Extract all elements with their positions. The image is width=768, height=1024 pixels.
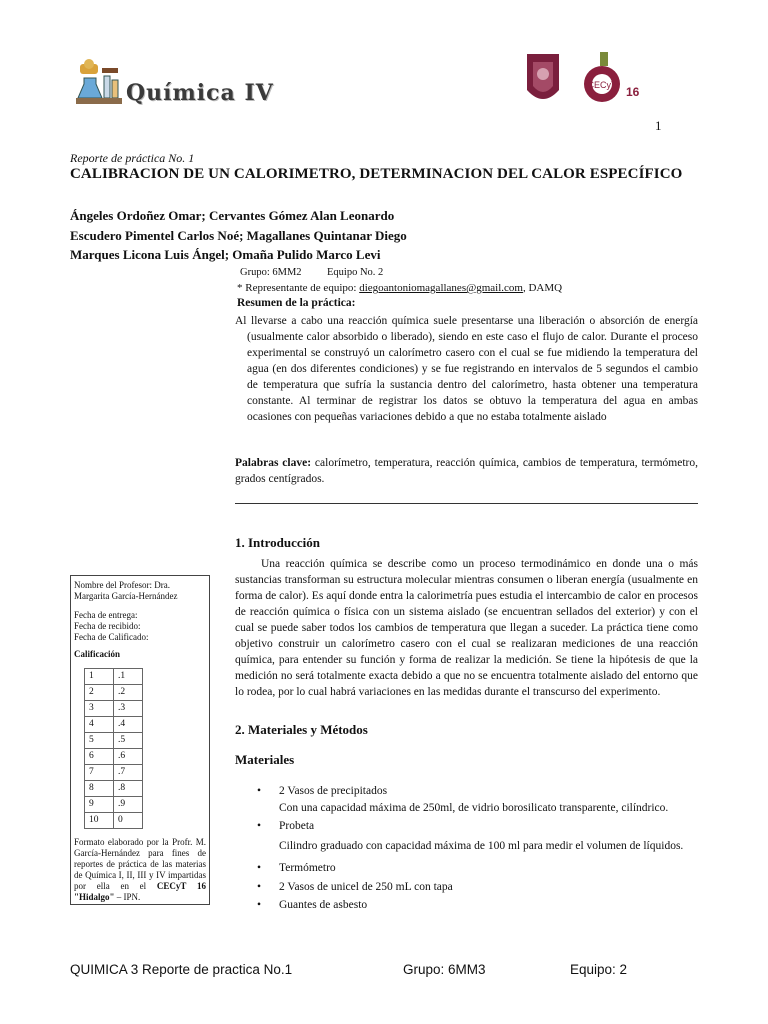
grade-row bbox=[85, 749, 143, 765]
abstract-text bbox=[235, 313, 698, 425]
report-subtitle: Reporte de práctica No. 1 bbox=[70, 151, 195, 165]
grade-decimal-cell: .7 bbox=[114, 765, 143, 781]
grade-decimal-cell: .9 bbox=[114, 797, 143, 813]
logo-title: Química IV bbox=[126, 80, 274, 106]
grade-integer-cell: 6 bbox=[85, 749, 114, 765]
material-item bbox=[255, 818, 698, 854]
grade-row bbox=[85, 765, 143, 781]
format-note-school: CECyT 16 "Hidalgo" bbox=[74, 881, 206, 902]
material-name: • 2 Vasos de unicel de 250 mL con tapa bbox=[279, 880, 453, 893]
svg-text:16: 16 bbox=[626, 85, 640, 99]
format-note bbox=[74, 837, 206, 903]
grade-decimal-cell: .2 bbox=[114, 685, 143, 701]
materials-list bbox=[255, 783, 698, 916]
graded-date: Fecha de Calificado: bbox=[74, 632, 149, 642]
grade-integer-cell: 4 bbox=[85, 717, 114, 733]
abstract-divider bbox=[235, 503, 698, 504]
quimica-logo bbox=[76, 58, 124, 108]
material-item bbox=[255, 783, 698, 816]
methods-heading: 2. Materiales y Métodos bbox=[235, 722, 368, 737]
grade-row bbox=[85, 717, 143, 733]
professor-name: Nombre del Profesor: Dra. Margarita García-Hernández bbox=[74, 580, 178, 601]
grade-table bbox=[84, 668, 143, 829]
grade-row bbox=[85, 685, 143, 701]
grade-row bbox=[85, 797, 143, 813]
keywords-label: Palabras clave: bbox=[235, 457, 312, 469]
grade-decimal-cell: 0 bbox=[114, 813, 143, 829]
grade-integer-cell: 7 bbox=[85, 765, 114, 781]
grade-decimal-cell: .6 bbox=[114, 749, 143, 765]
material-name: • Probeta bbox=[279, 820, 315, 832]
material-item bbox=[255, 879, 698, 896]
abstract-body: Al llevarse a cabo una reacción química suele presentarse una liberación o absorción de energía (usualmente calor absorbido o liberado), siendo en este caso el flujo de calor. Durante el proceso experimental se construyó un calorímetro casero con el cual se fue midiendo la temperatura del agua (en dos diferentes condiciones) y se fue registrando en intervalos de 5 segundos el cambio de temperatura que sufría la sustancia dentro del calorímetro, hasta obtener una temperatura constante. Al terminar de registrar los datos se obtuvo la temperatura del agua en ambas ocasiones con pequeñas variaciones debido a que no estaba totalmente aislado bbox=[235, 315, 698, 423]
intro-heading: 1. Introducción bbox=[235, 535, 320, 550]
footer-group: Grupo: 6MM3 bbox=[403, 962, 486, 977]
footer-left: QUIMICA 3 Reporte de practica No.1 bbox=[70, 962, 293, 977]
grading-sidebox bbox=[70, 575, 210, 905]
svg-text:CECyT: CECyT bbox=[587, 80, 617, 90]
grade-integer-cell: 3 bbox=[85, 701, 114, 717]
intro-text: Una reacción química se describe como un proceso termodinámico en donde una o más sustancias transforman su estructura molecular mientras consumen o liberan energía (usualmente en forma de calor). Es aquí donde entra la calorimetría pues estudia el intercambio de calor en procesos de reacción química o física con un sistema aislado (se encuentran sellados del exterior) y con el cual se puede saber todos los cambios de temperatura que llegan a suceder. La práctica tiene como objetivo construir un calorímetro casero con el cual se realizaran mediciones de una reacción química, para entender su función y forma de realizar la medición. Se tiene la hipótesis de que la medición no será totalmente exacta debido a que no se encuentra totalmente aislado del entorno que lo rodea, por lo cual habrá variaciones en las medidas durante el transcurso del experimento. bbox=[235, 558, 698, 698]
keywords-text: calorímetro, temperatura, reacción química, cambios de temperatura, termómetro, grados centígrados. bbox=[235, 457, 698, 485]
grade-heading: Calificación bbox=[74, 649, 120, 659]
representative-line bbox=[237, 282, 562, 294]
cecyt-logo bbox=[578, 50, 638, 106]
grade-row bbox=[85, 669, 143, 685]
grade-row bbox=[85, 781, 143, 797]
footer-team: Equipo: 2 bbox=[570, 962, 628, 977]
format-note-suffix: – IPN. bbox=[114, 892, 141, 902]
grade-integer-cell: 10 bbox=[85, 813, 114, 829]
representative-prefix: * Representante de equipo: bbox=[237, 282, 360, 294]
delivery-date: Fecha de entrega: bbox=[74, 610, 138, 620]
ipn-logo bbox=[523, 50, 563, 110]
grade-row bbox=[85, 733, 143, 749]
representative-suffix: , DAMQ bbox=[522, 282, 563, 294]
grade-decimal-cell: .8 bbox=[114, 781, 143, 797]
grade-decimal-cell: .4 bbox=[114, 717, 143, 733]
material-detail: Cilindro graduado con capacidad máxima de 100 ml para medir el volumen de líquidos. bbox=[279, 839, 684, 852]
page-number: 1 bbox=[655, 118, 662, 133]
grade-integer-cell: 9 bbox=[85, 797, 114, 813]
material-item bbox=[255, 860, 698, 877]
author-line-3: Marques Licona Luis Ángel; Omaña Pulido Marco Levi bbox=[70, 247, 381, 262]
material-name: • Termómetro bbox=[279, 862, 336, 874]
grade-decimal-cell: .1 bbox=[114, 669, 143, 685]
keywords-paragraph bbox=[235, 455, 698, 487]
chemistry-flask-icon bbox=[76, 58, 124, 108]
received-date: Fecha de recibido: bbox=[74, 621, 141, 631]
material-item bbox=[255, 897, 698, 914]
material-name: • Guantes de asbesto bbox=[279, 899, 368, 911]
author-line-1: Ángeles Ordoñez Omar; Cervantes Gómez Alan Leonardo bbox=[70, 208, 395, 223]
materials-heading: Materiales bbox=[235, 752, 295, 767]
report-title: CALIBRACION DE UN CALORIMETRO, DETERMINACION DEL CALOR ESPECÍFICO bbox=[70, 166, 683, 182]
grade-integer-cell: 8 bbox=[85, 781, 114, 797]
format-note-prefix: Formato elaborado por la Profr. M. García-Hernández para fines de reportes de práctica de las materias de Química I, II, III y IV impartidas por ella en el bbox=[74, 837, 206, 891]
material-name: • 2 Vasos de precipitados bbox=[279, 785, 388, 797]
group-label: Grupo: 6MM2 bbox=[240, 267, 302, 278]
representative-email-link[interactable]: diegoantoniomagallanes@gmail.com bbox=[359, 282, 523, 294]
grade-integer-cell: 1 bbox=[85, 669, 114, 685]
material-detail: Con una capacidad máxima de 250ml, de vidrio borosilicato transparente, cilíndrico. bbox=[279, 801, 669, 814]
grade-row bbox=[85, 701, 143, 717]
cecyt16-gear-icon bbox=[578, 50, 638, 106]
grade-integer-cell: 2 bbox=[85, 685, 114, 701]
team-label: Equipo No. 2 bbox=[327, 267, 384, 278]
grade-row bbox=[85, 813, 143, 829]
author-line-2: Escudero Pimentel Carlos Noé; Magallanes Quintanar Diego bbox=[70, 228, 407, 243]
abstract-heading: Resumen de la práctica: bbox=[237, 297, 356, 309]
grade-decimal-cell: .5 bbox=[114, 733, 143, 749]
ipn-emblem-icon bbox=[523, 50, 563, 110]
grade-decimal-cell: .3 bbox=[114, 701, 143, 717]
grade-integer-cell: 5 bbox=[85, 733, 114, 749]
